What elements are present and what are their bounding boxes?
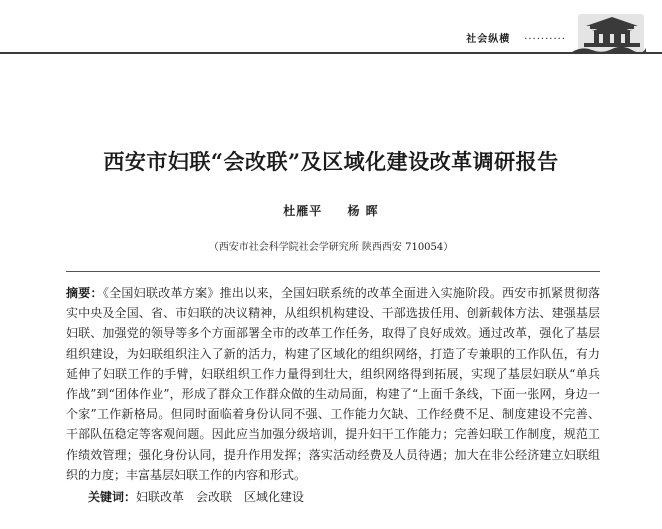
keyword: 区域化建设	[244, 490, 305, 504]
section-label	[466, 30, 566, 45]
abstract-label: 摘要：	[66, 286, 103, 300]
abstract-rule	[66, 271, 600, 272]
article-title: 西安市妇联“会改联”及区域化建设改革调研报告	[103, 149, 559, 174]
header-rule	[0, 52, 662, 54]
affiliation: （西安市社会科学院社会学研究所 陕西西安 710054）	[208, 242, 454, 253]
section-name: 社会纵横	[466, 34, 511, 45]
keyword: 妇联改革	[136, 490, 185, 504]
section-dots: ··········	[524, 34, 566, 45]
author-list	[0, 202, 662, 219]
keywords-label: 关键词：	[88, 490, 137, 504]
keywords	[88, 488, 304, 505]
keyword: 会改联	[196, 490, 233, 504]
city-gate-emblem-icon	[572, 8, 646, 54]
abstract	[66, 283, 600, 485]
author-name: 杜雁平	[283, 204, 323, 218]
abstract-text: 《全国妇联改革方案》推出以来，全国妇联系统的改革全面进入实施阶段。西安市抓紧贯彻落实中央及全国、省、市妇联的决议精神，从组织机构建设、干部选拔任用、创新载体方法、建强基层妇联、加强党的领导等多个方面部署全市的改革工作任务，取得了良好成效。通过改革，强化了基层组织建设，为妇联组织注入了新的活力，构建了区域化的组织网络，打造了专兼职的工作队伍，有力延伸了妇联工作的手臂，妇联组织工作力量得到壮大，组织网络得到拓展，实现了基层妇联从“单兵作战”到“团体作业”，形成了群众工作群众做的生动局面，构建了“上面千条线，下面一张网，身边一个家”工作新格局。但同时面临着身份认同不强、工作能力欠缺、工作经费不足、制度建设不完善、干部队伍稳定等客观问题。因此应当加强分级培训，提升妇干工作能力；完善妇联工作制度，规范工作绩效管理；强化身份认同，提升作用发挥；落实活动经费及人员待遇；加大在非公经济建立妇联组织的力度；丰富基层妇联工作的内容和形式。	[66, 286, 600, 482]
author-name: 杨 晖	[347, 204, 379, 218]
